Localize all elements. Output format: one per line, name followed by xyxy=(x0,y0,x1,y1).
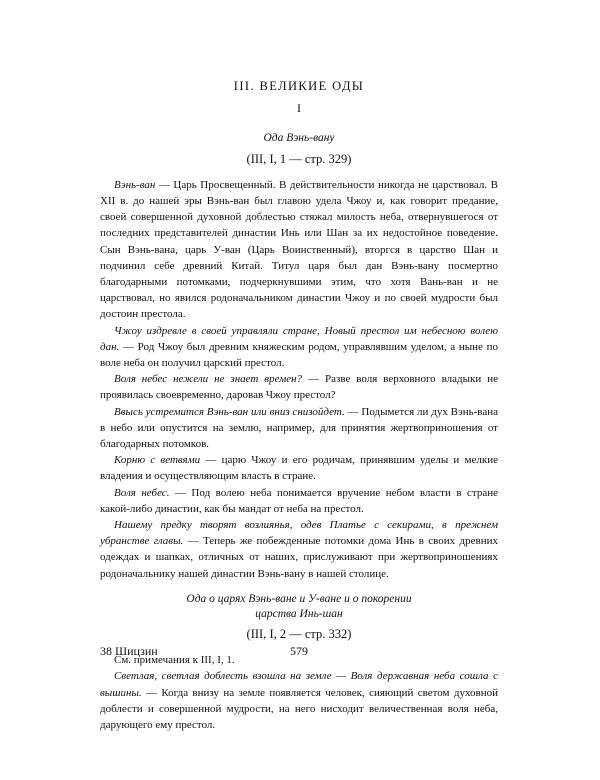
note-text: — царю Чжоу и его родичам, принявшим уделы и мелкие владения и осуществляющим власть в стране. xyxy=(100,454,498,483)
ode-2-title-line-1: Ода о царях Вэнь-ване и У-ване и о покорении xyxy=(186,592,412,605)
note-paragraph xyxy=(100,485,498,517)
note-paragraph xyxy=(100,517,498,582)
ode-1-title: Ода Вэнь-вану xyxy=(263,132,335,145)
note-text: — Теперь же побежденные потомки дома Инь в своих древних одеждах и шапках, отличных от наших, прислуживают при жертвоприношениях родоначальнику нашей династии Вэнь-вану в нашей столице. xyxy=(100,535,498,580)
note-paragraph xyxy=(100,371,498,403)
signature-mark: 38 Шицзин xyxy=(100,644,158,658)
page-body xyxy=(100,74,498,733)
note-lemma: Нашему предку творят возлиянья, одев Платье с секирами, в прежнем убранстве главы. xyxy=(100,519,498,548)
note-lemma: Светлая, светлая доблесть взошла на земле — Воля державная неба сошла с вышины. xyxy=(100,670,498,699)
note-lemma: Корню с ветвями xyxy=(114,454,201,467)
note-text: — Подымется ли дух Вэнь-вана в небо или опустится на землю, например, для принятия жертвоприношения от благодарных потомков. xyxy=(100,405,499,451)
ode-2-title-line-2: царства Инь-шан xyxy=(255,607,343,620)
note-text: — Царь Просвещенный. В действительности никогда не царствовал. В XII в. до нашей эры Вэнь-ван был главою удела Чжоу и, как говорит предание, своей совершенной духовной доблестью стяжал милость неба, отвернувшегося от последних представителей династии Инь или Шан за их недостойное поведение. Сын Вэнь-вана, царь У-ван (Царь Воинственный), вторгся в царство Шан и подчинил себе древний Китай. Титул царя был дан Вэнь-вану посмертно благодарными потомками, подчеркнувшими этим, что хотя Вань-ван и не царствовал, но явился родоначальником династии Чжоу и по своей мудрости был достоин престола. xyxy=(100,178,498,321)
ode-2-reference: (III, I, 2 — стр. 332) xyxy=(246,626,352,641)
note-paragraph xyxy=(100,323,498,372)
section-number: I xyxy=(297,101,301,116)
note-paragraph xyxy=(100,452,498,484)
note-lemma: Чжоу издревле в своей управляли стране, Новый престол им небесною волею дан. xyxy=(100,324,498,353)
ode-1-reference: (III, I, 1 — стр. 329) xyxy=(246,151,352,166)
note-text: — Под волею неба понимается вручение небом власти в стране какой-либо династии, как бы мандат от неба на престол. xyxy=(100,486,498,515)
note-text: — Род Чжоу был древним княжеским родом, управлявшим уделом, а ныне по воле неба он получил царский престол. xyxy=(100,340,498,370)
note-text: См. примечания к III, I, 1. xyxy=(114,654,235,667)
ode-2-title xyxy=(100,592,498,622)
note-paragraph xyxy=(100,404,498,453)
note-lemma: Воля небес нежели не знает времен? xyxy=(114,373,303,386)
note-lemma: Вэнь-ван xyxy=(114,178,156,191)
note-paragraph xyxy=(100,668,498,733)
note-text: — Разве воля верховного владыки не проявилась своевременно, даровав Чжоу престол? xyxy=(100,373,498,402)
note-lemma: Ввысь устремится Вэнь-ван или вниз снизойдет. xyxy=(114,405,345,418)
note-paragraph xyxy=(100,177,498,323)
section-title: III. ВЕЛИКИЕ ОДЫ xyxy=(233,79,365,93)
page-number: 579 xyxy=(290,644,308,658)
note-text: — Когда внизу на земле появляется человек, сияющий светом духовной доблести и совершенной мудрости, на него нисходит величественная воля неба, дарующего ему престол. xyxy=(100,686,498,731)
note-lemma: Воля небес. xyxy=(114,486,170,499)
